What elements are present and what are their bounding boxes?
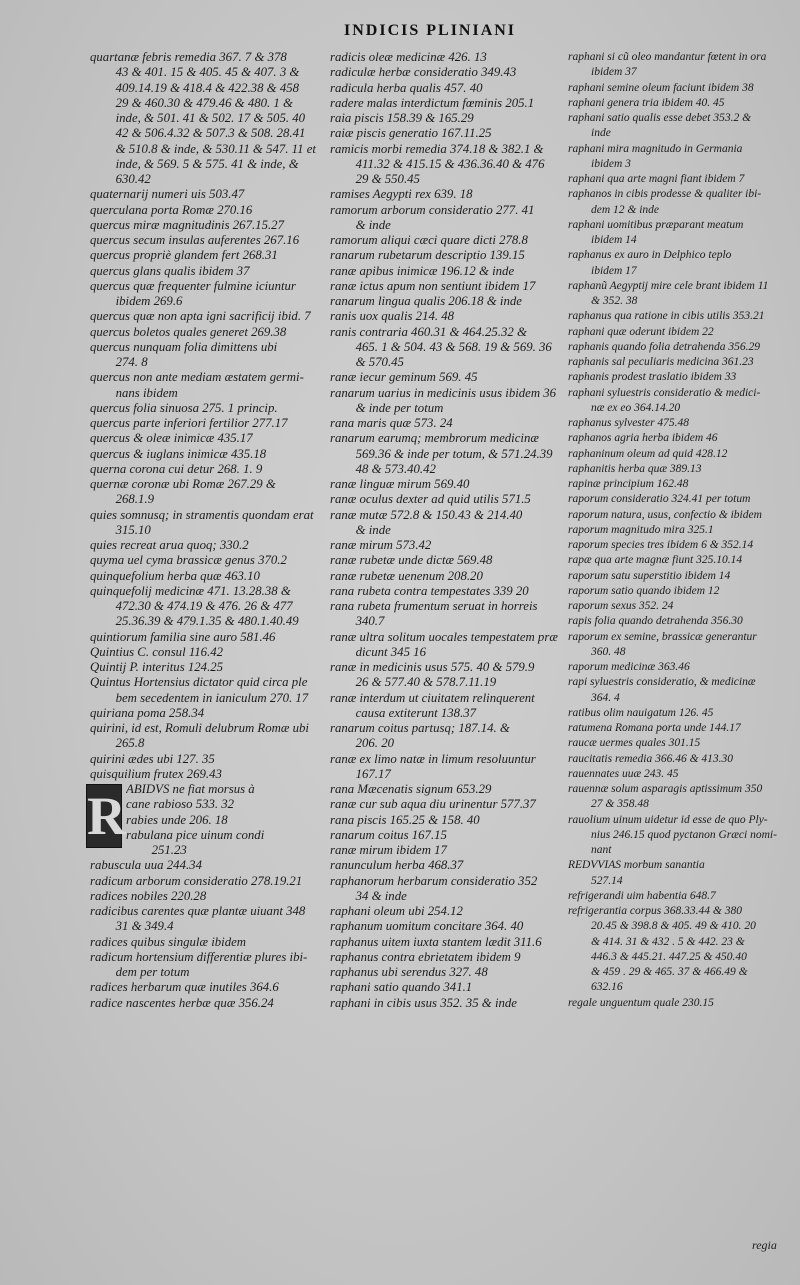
index-entry-line: raphanus uitem iuxta stantem lædit 311.6: [330, 934, 542, 949]
index-entry-line: ibidem 269.6: [90, 294, 183, 308]
index-entry-line: quercus boletos quales generet 269.38: [90, 324, 287, 339]
index-entry-line: 251.23: [126, 843, 187, 857]
index-entry-line: ranæ ictus apum non sentiunt ibidem 17: [330, 278, 536, 293]
index-entry-line: quercus folia sinuosa 275. 1 princip.: [90, 400, 278, 415]
index-entry-line: raphani uomitibus præparant meatum: [568, 218, 744, 231]
index-entry-line: ramicis morbi remedia 374.18 & 382.1 &: [330, 141, 544, 156]
index-entry-line: raporum ex semine, brassicæ generantur: [568, 630, 757, 643]
index-entry-line: raphani si cũ oleo mandantur fœtent in ora: [568, 51, 767, 63]
index-entry-line: ramorum aliqui cæci quare dicti 278.8: [330, 233, 528, 247]
index-entry-line: ranæ interdum ut ciuitatem relinquerent: [330, 690, 535, 705]
index-entry-line: querna corona cui detur 268. 1. 9: [90, 461, 263, 476]
index-entry-line: dicunt 345 16: [330, 644, 426, 659]
index-entry-line: quyma uel cyma brassicæ genus 370.2: [90, 553, 287, 568]
index-entry-line: raphani oleum ubi 254.12: [330, 904, 463, 918]
index-entry-line: 360. 48: [568, 645, 626, 658]
index-entry-line: 569.36 & inde per totum, & 571.24.39: [330, 446, 553, 461]
index-entry-line: ranæ iecur geminum 569. 45: [330, 370, 478, 385]
index-entry-line: rana Mæcenatis signum 653.29: [330, 782, 492, 796]
index-entry-line: refrigerandi uim habentia 648.7: [568, 889, 716, 902]
index-entry-line: raphanus ubi serendus 327. 48: [330, 965, 488, 979]
index-entry-line: raphanis sal peculiaris medicina 361.23: [568, 356, 754, 368]
index-entry-line: raphani genera tria ibidem 40. 45: [568, 96, 725, 109]
index-entry-line: & 352. 38: [568, 295, 638, 307]
index-entry-line: ranarum earumq; membrorum medicinæ: [330, 431, 539, 446]
index-entry-line: rana maris quæ 573. 24: [330, 416, 453, 430]
index-entry-line: raporum medicinæ 363.46: [568, 661, 690, 673]
index-entry-line: nant: [568, 844, 612, 856]
index-entry-line: ranarum lingua qualis 206.18 & inde: [330, 294, 522, 308]
index-entry-line: raporum natura, usus, confectio & ibidem: [568, 508, 762, 521]
index-entry-line: radices quibus singulæ ibidem: [90, 934, 247, 949]
index-entry-line: nans ibidem: [90, 385, 178, 400]
index-entry-line: ranunculum herba 468.37: [330, 858, 464, 873]
index-entry-line: 167.17: [330, 766, 391, 781]
index-entry-line: ranis contraria 460.31 & 464.25.32 &: [330, 324, 527, 339]
index-entry-line: dem 12 & inde: [568, 203, 660, 216]
index-entry-line: regale unguentum quale 230.15: [568, 996, 714, 1009]
drop-cap-initial: R: [87, 786, 126, 846]
index-entry-line: raporum satu superstitio ibidem 14: [568, 569, 731, 582]
index-entry-line: ranæ mutæ 572.8 & 150.43 & 214.40: [330, 507, 523, 522]
index-entry-line: ranæ cur sub aqua diu urinentur 577.37: [330, 797, 536, 812]
index-entry-line: quies recreat arua quoq; 330.2: [90, 538, 249, 552]
index-entry-line: radicula herba qualis 457. 40: [330, 80, 483, 95]
index-entry-line: raucitatis remedia 366.46 & 413.30: [568, 752, 734, 765]
index-entry-line: radice nascentes herbæ quæ 356.24: [90, 995, 274, 1010]
index-entry-line: quisquilium frutex 269.43: [90, 766, 222, 781]
index-entry-line: 29 & 460.30 & 479.46 & 480. 1 &: [90, 95, 293, 110]
index-entry-line: raphanos agria herba ibidem 46: [568, 432, 718, 445]
index-entry-line: 340.7: [330, 614, 385, 629]
index-entry-line: raphani satio qualis esse debet 353.2 &: [568, 112, 752, 124]
index-entry-line: ratibus olim nauigatum 126. 45: [568, 706, 714, 719]
index-entry-line: rabuscula uua 244.34: [90, 858, 202, 873]
index-entry-line: quartanæ febris remedia 367. 7 & 378: [90, 50, 287, 64]
index-entry-line: quercus non ante mediam æstatem germi-: [90, 370, 304, 385]
index-entry-line: & 510.8 & inde, & 530.11 & 547. 11 et: [90, 141, 316, 156]
index-entry-line: raporum consideratio 324.41 per totum: [568, 493, 751, 506]
index-column-middle: [330, 50, 566, 1011]
index-entry-line: raia piscis 158.39 & 165.29: [330, 111, 474, 125]
index-entry-line: ranæ linguæ mirum 569.40: [330, 477, 470, 491]
index-entry-line: ranarum coitus partusq; 187.14. &: [330, 721, 510, 735]
index-entry-line: Quintij P. interitus 124.25: [90, 660, 224, 674]
index-entry-line: causa extiterunt 138.37: [330, 705, 477, 720]
index-column-left: [87, 50, 330, 1011]
index-entry-line: raphanos in cibis prodesse & qualiter ibi-: [568, 188, 762, 201]
index-entry-line: ranæ mirum ibidem 17: [330, 843, 447, 857]
index-entry-line: 632.16: [568, 981, 623, 994]
index-entry-line: ABIDVS ne fiat morsus à: [126, 782, 255, 796]
index-entry-line: & 414. 31 & 432 . 5 & 442. 23 &: [568, 935, 745, 948]
index-entry-line: quercus secum insulas auferentes 267.16: [90, 233, 300, 247]
index-entry-line: & inde: [330, 217, 391, 232]
index-entry-line: 630.42: [90, 172, 151, 186]
index-entry-line: quercus parte inferiori fertilior 277.17: [90, 416, 288, 430]
index-entry-line: quercus & oleæ inimicæ 435.17: [90, 431, 253, 446]
running-header: INDICIS PLINIANI: [344, 22, 517, 39]
index-entry-line: quaternarij numeri uis 503.47: [90, 187, 245, 202]
index-entry-line: raphanus contra ebrietatem ibidem 9: [330, 949, 521, 964]
index-entry-line: cane rabioso 533. 32: [126, 797, 235, 812]
index-entry-line: radicum arborum consideratio 278.19.21: [90, 873, 303, 888]
index-entry-line: 27 & 358.48: [568, 798, 649, 811]
index-entry-line: 29 & 550.45: [330, 172, 420, 186]
index-entry-line: 26 & 577.40 & 578.7.11.19: [330, 675, 497, 690]
index-entry-line: ranæ apibus inimicæ 196.12 & inde: [330, 263, 515, 278]
index-entry-line: inde, & 569. 5 & 575. 41 & inde, &: [90, 156, 299, 171]
index-entry-line: quercus & iuglans inimicæ 435.18: [90, 446, 267, 461]
index-column-right: [568, 50, 784, 1011]
index-entry-line: rauennates uuæ 243. 45: [568, 767, 679, 780]
index-entry-line: querculana porta Romæ 270.16: [90, 202, 253, 217]
index-entry-line: REDVVIAS morbum sanantia: [568, 859, 705, 872]
index-entry-line: 42 & 506.4.32 & 507.3 & 508. 28.41: [90, 126, 306, 141]
index-entry-line: raporum satio quando ibidem 12: [568, 584, 720, 597]
index-entry-line: ranæ rubetæ uenenum 208.20: [330, 568, 483, 583]
index-entry-line: rapi syluestris consideratio, & medicinæ: [568, 676, 756, 689]
index-entry-line: rapinæ principium 162.48: [568, 478, 689, 490]
index-entry-line: quintiorum familia sine auro 581.46: [90, 629, 276, 644]
index-entry-line: rauolium uinum uidetur id esse de quo Ply-: [568, 813, 768, 826]
index-entry-line: 206. 20: [330, 736, 394, 751]
index-entry-line: & 459 . 29 & 465. 37 & 466.49 &: [568, 966, 748, 978]
index-entry-line: Quintus Hortensius dictator quid circa ple: [90, 675, 308, 690]
index-entry-line: ratumena Romana porta unde 144.17: [568, 722, 741, 734]
index-entry-line: quinquefolij medicinæ 471. 13.28.38 &: [90, 583, 291, 598]
index-entry-line: raucæ uermes quales 301.15: [568, 737, 701, 750]
index-entry-line: raphanus sylvester 475.48: [568, 417, 690, 429]
index-entry-line: 268.1.9: [90, 492, 154, 507]
index-entry-line: quernæ coronæ ubi Romæ 267.29 &: [90, 477, 276, 491]
index-entry-line: radere malas interdictum fœminis 205.1: [330, 95, 535, 110]
index-entry-line: rana rubeta contra tempestates 339 20: [330, 583, 529, 598]
index-entry-line: raphanum uomitum concitare 364. 40: [330, 919, 524, 934]
index-entry-line: ibidem 37: [568, 66, 637, 79]
index-entry-line: 31 & 349.4: [90, 919, 174, 934]
index-entry-line: raiæ piscis generatio 167.11.25: [330, 126, 492, 141]
index-entry-line: raphani quæ oderunt ibidem 22: [568, 325, 714, 338]
index-entry-line: 43 & 401. 15 & 405. 45 & 407. 3 &: [90, 65, 300, 80]
index-entry-line: ibidem 17: [568, 264, 637, 277]
index-entry-line: ranis uox qualis 214. 48: [330, 309, 455, 324]
index-entry-line: 34 & inde: [330, 888, 407, 903]
index-entry-line: quercus quæ non apta igni sacrificij ibid. 7: [90, 309, 311, 324]
index-entry-line: 315.10: [90, 522, 151, 537]
index-entry-line: inde: [568, 127, 611, 140]
index-entry-line: 48 & 573.40.42: [330, 461, 436, 476]
index-entry-line: quercus miræ magnitudinis 267.15.27: [90, 217, 284, 232]
index-entry-line: 472.30 & 474.19 & 476. 26 & 477: [90, 599, 293, 613]
index-entry-line: nius 246.15 quod pyctanon Græci nomi-: [568, 828, 777, 841]
index-entry-line: raphaninum oleum ad quid 428.12: [568, 447, 728, 460]
index-entry-line: ibidem 3: [568, 157, 631, 170]
index-entry-line: & inde: [330, 522, 391, 537]
index-entry-line: rabies unde 206. 18: [126, 812, 228, 827]
index-entry-line: dem per totum: [90, 965, 190, 979]
index-entry-line: ranarum uarius in medicinis usus ibidem 36: [330, 385, 557, 400]
index-entry-line: ranæ ultra solitum uocales tempestatem præ: [330, 629, 558, 644]
index-entry-line: 527.14: [568, 874, 623, 887]
index-entry-line: quercus glans qualis ibidem 37: [90, 263, 250, 278]
index-entry-line: quercus propriè glandem fert 268.31: [90, 248, 278, 263]
index-entry-line: ranæ mirum 573.42: [330, 538, 432, 552]
index-entry-line: inde, & 501. 41 & 502. 17 & 505. 40: [90, 111, 306, 125]
index-entry-line: rapis folia quando detrahenda 356.30: [568, 615, 743, 628]
index-entry-line: raporum magnitudo mira 325.1: [568, 523, 714, 536]
index-entry-line: & 570.45: [330, 355, 404, 369]
index-entry-line: quirini, id est, Romuli delubrum Romæ ubi: [90, 721, 309, 735]
index-entry-line: radicibus carentes quæ plantæ uiuant 348: [90, 904, 306, 918]
index-entry-line: 265.8: [90, 736, 145, 751]
index-entry-line: 20.45 & 398.8 & 405. 49 & 410. 20: [568, 920, 756, 933]
index-entry-line: raphani semine oleum faciunt ibidem 38: [568, 81, 754, 94]
index-entry-line: rana piscis 165.25 & 158. 40: [330, 812, 480, 827]
index-entry-line: ranarum rubetarum descriptio 139.15: [330, 248, 525, 263]
index-entry-line: quirini ædes ubi 127. 35: [90, 751, 215, 766]
index-entry-line: 25.36.39 & 479.1.35 & 480.1.40.49: [90, 614, 299, 629]
index-entry-line: ibidem 14: [568, 234, 637, 246]
index-entry-line: quies somnusq; in stramentis quondam erat: [90, 507, 314, 522]
index-entry-line: rauennæ solum asparagis aptissimum 350: [568, 783, 763, 795]
index-entry-line: raphani qua arte magni fiant ibidem 7: [568, 173, 745, 185]
index-entry-line: radices herbarum quæ inutiles 364.6: [90, 980, 279, 995]
index-entry-line: raphanorum herbarum consideratio 352: [330, 873, 538, 888]
index-entry-line: 409.14.19 & 418.4 & 422.38 & 458: [90, 80, 300, 95]
index-entry-line: bem secedentem in ianiculum 270. 17: [90, 690, 309, 705]
index-entry-line: ranæ ex limo natæ in limum resoluuntur: [330, 751, 536, 766]
index-entry-line: raphanis prodest traslatio ibidem 33: [568, 371, 737, 384]
index-entry-line: radicis oleæ medicinæ 426. 13: [330, 50, 487, 64]
index-entry-line: quercus nunquam folia dimittens ubi: [90, 339, 278, 354]
index-entry-line: raporum sexus 352. 24: [568, 600, 674, 612]
index-entry-line: Quintius C. consul 116.42: [90, 644, 224, 659]
index-entry-line: refrigerantia corpus 368.33.44 & 380: [568, 905, 742, 917]
index-entry-line: radiculæ herbæ consideratio 349.43: [330, 65, 517, 80]
index-entry-line: 411.32 & 415.15 & 436.36.40 & 476: [330, 156, 545, 171]
index-entry-line: raphanitis herba quæ 389.13: [568, 462, 702, 475]
index-entry-line: & inde per totum: [330, 400, 444, 415]
index-entry-line: raphanũ Aegyptij mire cele brant ibidem 11: [568, 279, 769, 292]
index-entry-line: raporum species tres ibidem 6 & 352.14: [568, 539, 754, 551]
index-entry-line: radicum hortensium differentiæ plures ibi-: [90, 949, 308, 964]
index-entry-line: 446.3 & 445.21. 447.25 & 450.40: [568, 950, 747, 963]
index-entry-line: raphanis quando folia detrahenda 356.29: [568, 340, 760, 353]
index-entry-line: raphanus ex auro in Delphico teplo: [568, 249, 732, 262]
index-entry-line: ranæ oculus dexter ad quid utilis 571.5: [330, 492, 531, 507]
index-entry-line: rapæ qua arte magnæ fiunt 325.10.14: [568, 554, 743, 567]
index-entry-line: quercus quæ frequenter fulmine iciuntur: [90, 278, 296, 293]
index-entry-line: raphani syluestris consideratio & medici-: [568, 386, 761, 399]
index-entry-line: quinquefolium herba quæ 463.10: [90, 568, 260, 583]
index-entry-line: raphani satio quando 341.1: [330, 980, 473, 995]
index-entry-line: 465. 1 & 504. 43 & 568. 19 & 569. 36: [330, 339, 552, 354]
index-entry-line: ranæ in medicinis usus 575. 40 & 579.9: [330, 660, 535, 674]
index-entry-line: rabulana pice uinum condi: [126, 827, 265, 842]
index-entry-line: quiriana poma 258.34: [90, 705, 205, 720]
index-entry-line: ramises Aegypti rex 639. 18: [330, 187, 473, 202]
catchword: regia: [752, 1238, 777, 1252]
index-entry-line: 274. 8: [90, 355, 148, 369]
index-entry-line: raphani in cibis usus 352. 35 & inde: [330, 995, 517, 1010]
index-entry-line: raphani mira magnitudo in Germania: [568, 142, 743, 155]
index-entry-line: radices nobiles 220.28: [90, 888, 207, 903]
index-entry-line: ramorum arborum consideratio 277. 41: [330, 202, 535, 217]
index-entry-line: raphanus qua ratione in cibis utilis 353.21: [568, 310, 765, 323]
index-entry-line: ranæ rubetæ unde dictæ 569.48: [330, 553, 493, 568]
index-entry-line: ranarum coitus 167.15: [330, 827, 447, 842]
index-entry-line: næ ex eo 364.14.20: [568, 401, 681, 414]
index-entry-line: rana rubeta frumentum seruat in horreis: [330, 599, 538, 613]
index-entry-line: 364. 4: [568, 691, 620, 704]
